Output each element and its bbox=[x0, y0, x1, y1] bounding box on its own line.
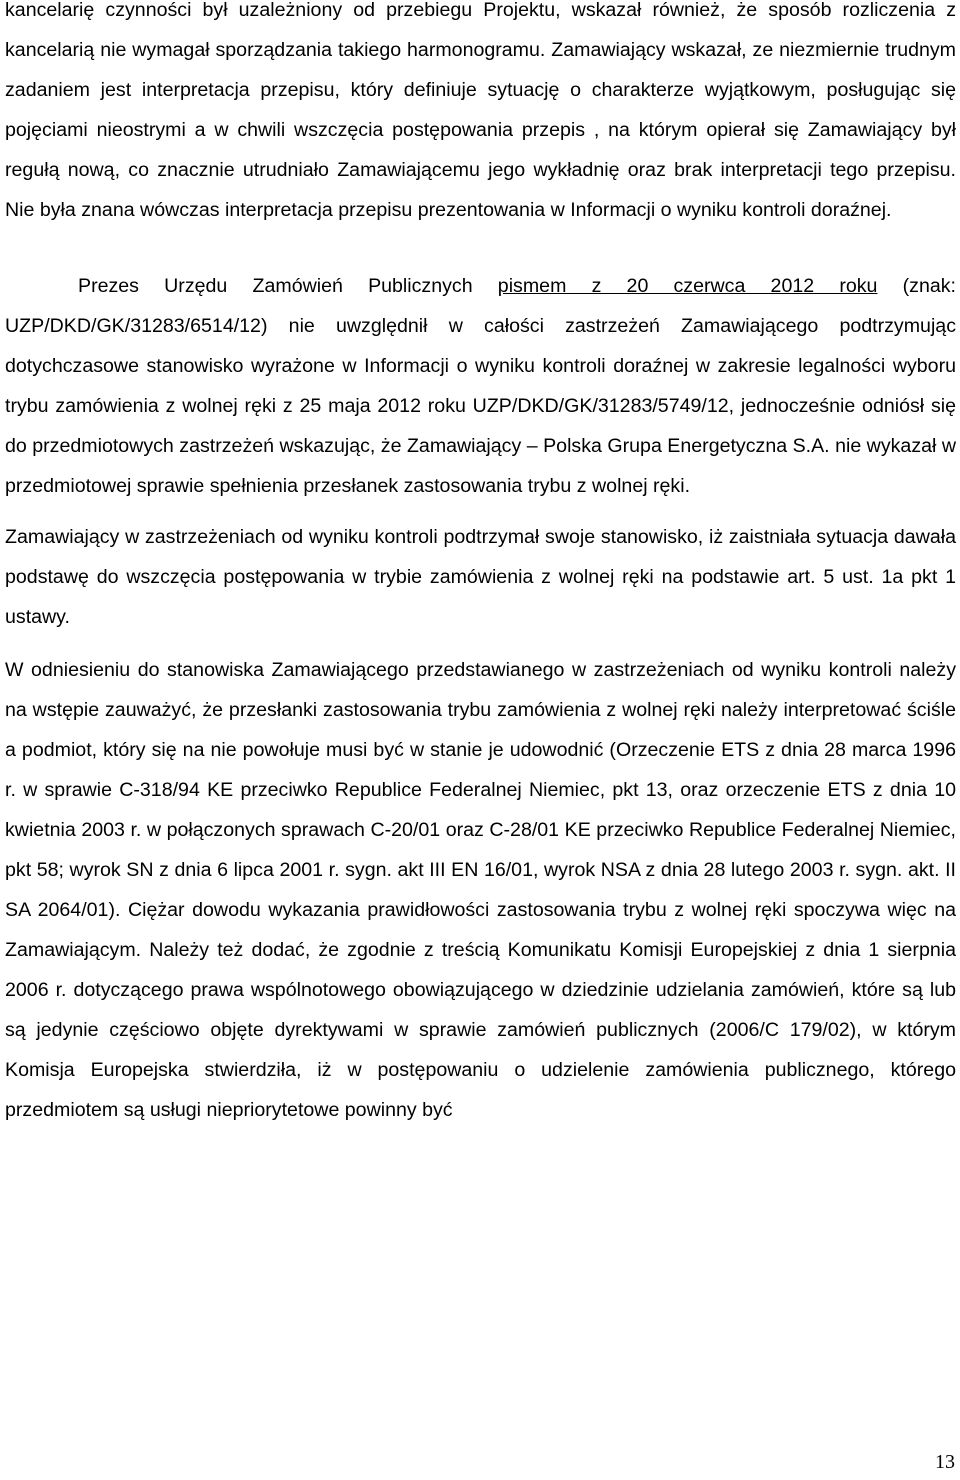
prezes-text-before-link: Prezes Urzędu Zamówień Publicznych bbox=[78, 275, 498, 297]
prezes-text-after-link: (znak: UZP/DKD/GK/31283/6514/12) nie uwzględnił w całości zastrzeżeń Zamawiającego podtrzymując dotychczasowe stanowisko wyrażone w Informacji o wyniku kontroli doraźnej w zakresie legalności wyboru trybu zamówienia z wolnej ręki z 25 maja 2012 roku UZP/DKD/GK/31283/5749/12, jednocześnie odniósł się do przedmiotowych zastrzeżeń wskazując, że Zamawiający – Polska Grupa Energetyczna S.A. nie wykazał w przedmiotowej sprawie spełnienia przesłanek zastosowania trybu z wolnej ręki. bbox=[5, 275, 956, 497]
prezes-paragraph bbox=[5, 266, 956, 506]
zamawiajacy-paragraph: Zamawiający w zastrzeżeniach od wyniku kontroli podtrzymał swoje stanowisko, iż zaistniała sytuacja dawała podstawę do wszczęcia postępowania w trybie zamówienia z wolnej ręki na podstawie art. 5 ust. 1a pkt 1 ustawy. bbox=[5, 526, 956, 628]
page-number: 13 bbox=[935, 1451, 955, 1473]
odniesienie-paragraph: W odniesieniu do stanowiska Zamawiającego przedstawianego w zastrzeżeniach od wyniku kontroli należy na wstępie zauważyć, że przesłanki zastosowania trybu zamówienia z wolnej ręki należy interpretować ściśle a podmiot, który się na nie powołuje musi być w stanie je udowodnić (Orzeczenie ETS z dnia 28 marca 1996 r. w sprawie C-318/94 KE przeciwko Republice Federalnej Niemiec, pkt 13, oraz orzeczenie ETS z dnia 10 kwietnia 2003 r. w połączonych sprawach C-20/01 oraz C-28/01 KE przeciwko Republice Federalnej Niemiec, pkt 58; wyrok SN z dnia 6 lipca 2001 r. sygn. akt III EN 16/01, wyrok NSA z dnia 28 lutego 2003 r. sygn. akt. II SA 2064/01). Ciężar dowodu wykazania prawidłowości zastosowania trybu z wolnej ręki spoczywa więc na Zamawiającym. Należy też dodać, że zgodnie z treścią Komunikatu Komisji Europejskiej z dnia 1 sierpnia 2006 r. dotyczącego prawa wspólnotowego obowiązującego w dziedzinie udzielania zamówień, które są lub są jedynie częściowo objęte dyrektywami w sprawie zamówień publicznych (2006/C 179/02), w którym Komisja Europejska stwierdziła, iż w postępowaniu o udzielenie zamówienia publicznego, którego przedmiotem są usługi niepriorytetowe powinny być bbox=[5, 659, 956, 1121]
intro-paragraph: kancelarię czynności był uzależniony od przebiegu Projektu, wskazał również, że sposób rozliczenia z kancelarią nie wymagał sporządzania takiego harmonogramu. Zamawiający wskazał, ze niezmiernie trudnym zadaniem jest interpretacja przepisu, który definiuje sytuację o charakterze wyjątkowym, posługując się pojęciami nieostrymi a w chwili wszczęcia postępowania przepis , na którym opierał się Zamawiający był regułą nową, co znacznie utrudniało Zamawiającemu jego wykładnię oraz brak interpretacji tego przepisu. Nie była znana wówczas interpretacja przepisu prezentowania w Informacji o wyniku kontroli doraźnej. bbox=[5, 0, 956, 221]
document-page bbox=[5, 0, 956, 1130]
letter-reference-link[interactable]: pismem z 20 czerwca 2012 roku bbox=[497, 275, 878, 297]
